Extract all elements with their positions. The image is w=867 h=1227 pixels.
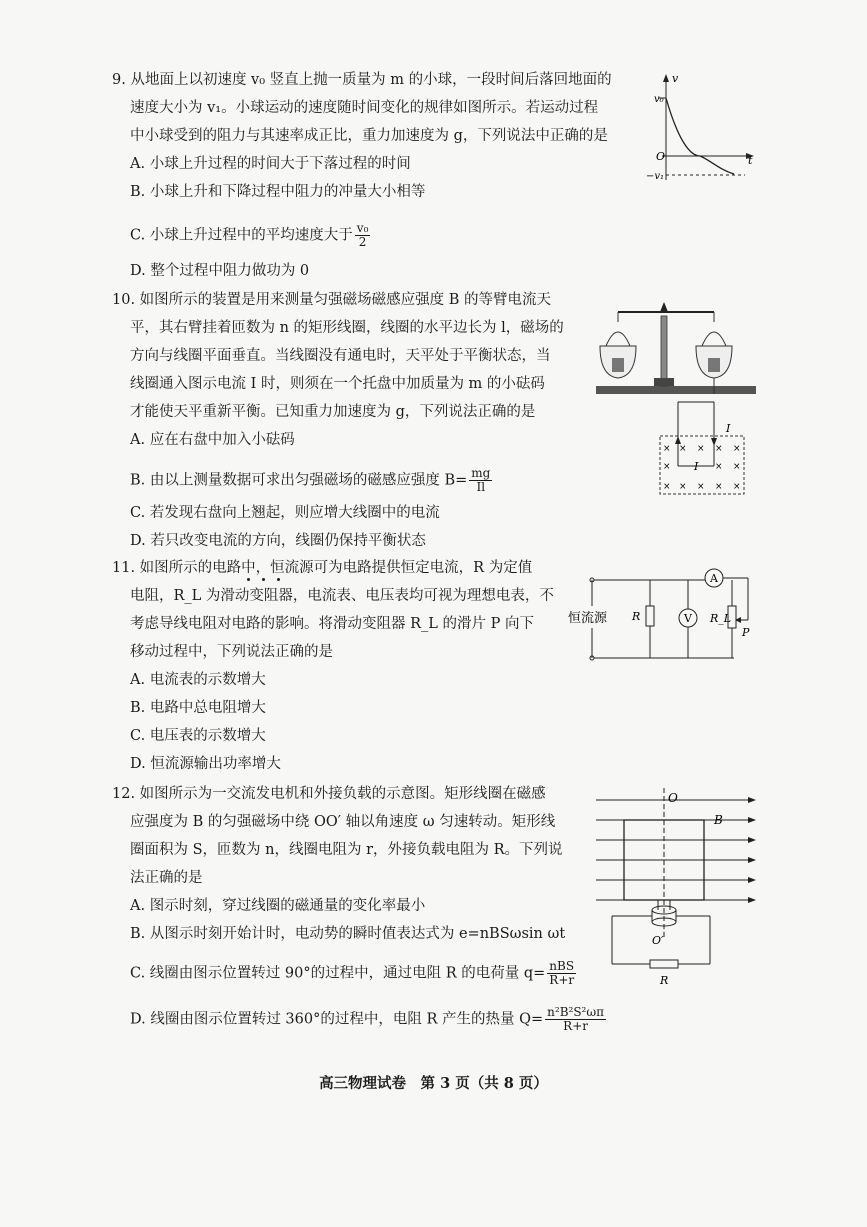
current-label-outside: I <box>726 422 731 435</box>
field-cross: × <box>715 482 723 492</box>
q10-option-a: A. 应在右盘中加入小砝码 <box>130 432 295 448</box>
q11-line-3: 考虑导线电阻对电路的影响。将滑动变阻器 R_L 的滑片 P 向下 <box>130 616 534 632</box>
field-cross: × <box>663 444 671 454</box>
q9-c-fraction <box>355 222 371 249</box>
q11-line-1: 11. 如图所示的电路中，恒流源可为电路提供恒定电流，R 为定值 <box>112 560 533 576</box>
q9-line-3: 中小球受到的阻力与其速率成正比，重力加速度为 g，下列说法中正确的是 <box>130 128 608 144</box>
q11-option-b: B. 电路中总电阻增大 <box>130 700 266 716</box>
right-weight <box>708 358 720 372</box>
source-label: 恒流源 <box>568 611 608 626</box>
field-arrow <box>748 857 756 863</box>
q12-option-a: A. 图示时刻，穿过线圈的磁通量的变化率最小 <box>130 898 426 914</box>
fig-v0-label: v₀ <box>654 94 664 105</box>
q9-option-c-text: C. 小球上升过程中的平均速度大于 <box>130 227 353 244</box>
q11-option-d: D. 恒流源输出功率增大 <box>130 756 281 772</box>
q10-option-d: D. 若只改变电流的方向，线圈仍保持平衡状态 <box>130 533 426 549</box>
field-arrow <box>748 897 756 903</box>
field-arrow <box>748 797 756 803</box>
emphasis-dot <box>262 578 265 581</box>
q11-circuit <box>564 566 764 666</box>
current-arrow-up <box>675 436 681 444</box>
balance-base <box>596 386 756 394</box>
q12-option-c <box>130 960 578 987</box>
q11-line-2: 电阻，R_L 为滑动变阻器，电流表、电压表均可视为理想电表，不 <box>130 588 554 604</box>
field-cross: × <box>715 444 723 454</box>
q10-line-5: 才能使天平重新平衡。已知重力加速度为 g，下列说法正确的是 <box>130 404 536 420</box>
q12-c-denominator: R+r <box>549 973 575 987</box>
field-cross: × <box>697 444 705 454</box>
rheostat-label: R_L <box>710 612 732 625</box>
ammeter-label: A <box>710 572 718 585</box>
q10-option-b-text: B. 由以上测量数据可求出匀强磁场的磁感应强度 B= <box>130 472 468 489</box>
q9-vt-graph <box>646 70 760 190</box>
q12-d-fraction <box>545 1006 606 1033</box>
balance-pillar <box>661 316 667 386</box>
field-cross: × <box>733 482 741 492</box>
q10-b-fraction <box>469 467 492 494</box>
q12-line-1: 12. 如图所示为一交流发电机和外接负载的示意图。矩形线圈在磁感 <box>112 786 546 802</box>
q12-option-b: B. 从图示时刻开始计时，电动势的瞬时值表达式为 e=nBSωsin ωt <box>130 926 566 942</box>
q12-generator-figure <box>596 788 761 988</box>
current-label-inside: I <box>694 460 699 473</box>
q9-option-a: A. 小球上升过程的时间大于下落过程的时间 <box>130 156 411 172</box>
q9-option-d: D. 整个过程中阻力做功为 0 <box>130 263 310 279</box>
emphasis-dot <box>277 578 280 581</box>
q12-c-numerator: nBS <box>547 960 576 974</box>
q10-line-2: 平，其右臂挂着匝数为 n 的矩形线圈，线圈的水平边长为 l，磁场的 <box>130 320 564 336</box>
emphasis-dot <box>247 578 250 581</box>
field-cross: × <box>679 444 687 454</box>
q9-c-denominator: 2 <box>358 235 367 249</box>
fig-origin-label: O <box>656 150 666 163</box>
field-arrow <box>748 837 756 843</box>
left-weight <box>612 358 624 372</box>
fig-v1-label: −v₁ <box>646 171 665 182</box>
q12-line-2: 应强度为 B 的匀强磁场中绕 OO′ 轴以角速度 ω 匀速转动。矩形线 <box>130 814 556 830</box>
q12-c-fraction <box>547 960 576 987</box>
field-crosses <box>663 444 741 492</box>
q10-option-b <box>130 467 494 494</box>
field-b-label: B <box>714 813 723 827</box>
v-axis-arrow <box>663 74 669 82</box>
field-cross: × <box>679 482 687 492</box>
q11-line-4: 移动过程中，下列说法正确的是 <box>130 644 333 660</box>
q10-line-3: 方向与线圈平面垂直。当线圈没有通电时，天平处于平衡状态，当 <box>130 348 551 364</box>
q10-line-1: 10. 如图所示的装置是用来测量匀强磁场磁感应强度 B 的等臂电流天 <box>112 292 552 308</box>
pillar-foot <box>654 378 674 386</box>
q12-d-numerator: n²B²S²ωπ <box>547 1005 605 1019</box>
q9-c-numerator: v₀ <box>356 221 369 235</box>
q12-d-denominator: R+r <box>563 1019 588 1033</box>
left-hanger <box>606 312 630 346</box>
load-resistor <box>650 960 678 968</box>
fig-v-label: v <box>672 72 679 85</box>
field-arrow <box>748 877 756 883</box>
axis-o-prime-label: O′ <box>652 934 664 947</box>
q10-b-numerator: mg <box>471 466 491 480</box>
q12-line-4: 法正确的是 <box>130 870 203 886</box>
q9-option-b: B. 小球上升和下降过程中阻力的冲量大小相等 <box>130 184 426 200</box>
field-cross: × <box>663 482 671 492</box>
v-curve <box>666 98 734 174</box>
q10-line-4: 线圈通入图示电流 I 时，则须在一个托盘中加质量为 m 的小砝码 <box>130 376 545 392</box>
beam-pivot <box>660 302 668 312</box>
slider-p-label: P <box>742 626 750 639</box>
q11-option-a: A. 电流表的示数增大 <box>130 672 266 688</box>
right-hanger <box>702 312 726 346</box>
fig-t-label: t <box>748 154 753 167</box>
q10-option-c: C. 若发现右盘向上翘起，则应增大线圈中的电流 <box>130 505 440 521</box>
q10-balance-figure <box>596 296 756 501</box>
q11-option-c: C. 电压表的示数增大 <box>130 728 266 744</box>
axis-o-label: O <box>668 791 678 805</box>
q9-line-2: 速度大小为 v₁。小球运动的速度随时间变化的规律如图所示。若运动过程 <box>130 100 599 116</box>
q12-option-d <box>130 1006 608 1033</box>
q12-line-3: 圈面积为 S，匝数为 n，线圈电阻为 r，外接负载电阻为 R。下列说 <box>130 842 563 858</box>
load-resistor-label: R <box>660 974 669 987</box>
page-footer: 高三物理试卷 第 3 页（共 8 页） <box>319 1075 548 1092</box>
field-cross: × <box>733 444 741 454</box>
q10-b-denominator: Il <box>476 480 486 494</box>
field-lines <box>596 797 756 903</box>
resistor-r-label: R <box>632 610 641 623</box>
field-cross: × <box>715 462 723 472</box>
field-cross: × <box>733 462 741 472</box>
voltmeter-label: V <box>684 612 692 625</box>
field-cross: × <box>663 462 671 472</box>
q9-line-1: 9. 从地面上以初速度 v₀ 竖直上抛一质量为 m 的小球，一段时间后落回地面的 <box>112 72 612 88</box>
field-cross: × <box>697 482 705 492</box>
q12-option-d-text: D. 线圈由图示位置转过 360°的过程中，电阻 R 产生的热量 Q= <box>130 1011 544 1028</box>
field-arrow <box>748 817 756 823</box>
q12-option-c-text: C. 线圈由图示位置转过 90°的过程中，通过电阻 R 的电荷量 q= <box>130 965 546 982</box>
resistor-r <box>646 606 654 626</box>
q9-option-c <box>130 222 372 249</box>
